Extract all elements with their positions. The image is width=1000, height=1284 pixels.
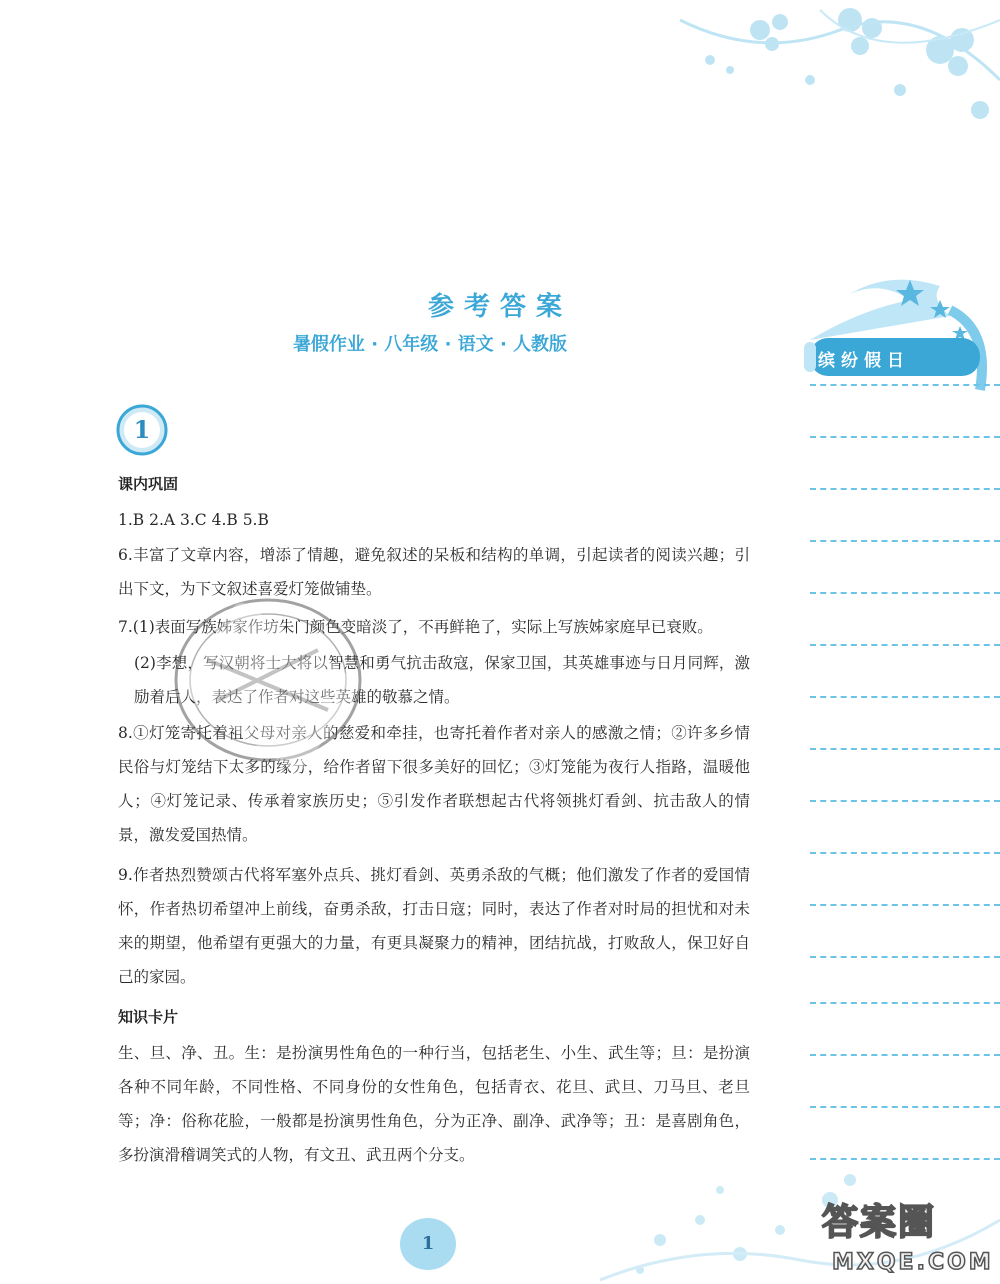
note-line (810, 384, 1000, 386)
note-line (810, 800, 1000, 802)
note-line (810, 1106, 1000, 1108)
watermark-logo: 答案圈 (822, 1202, 937, 1243)
section-number: 1 (133, 415, 151, 444)
answer-item-7-1: 7.(1)表面写族姊家作坊朱门颜色变暗淡了，不再鲜艳了，实际上写族姊家庭早已衰败。 (118, 618, 713, 636)
section-heading-knowledge-card: 知识卡片 (118, 1008, 179, 1026)
answers-multiple-choice: 1.B 2.A 3.C 4.B 5.B (118, 511, 269, 529)
note-line (810, 696, 1000, 698)
note-line (810, 904, 1000, 906)
answer-item-8: 8.①灯笼寄托着祖父母对亲人的慈爱和牵挂，也寄托着作者对亲人的感激之情；②许多乡情民俗与灯笼结下太多的缘分，给作者留下很多美好的回忆；③灯笼能为夜行人指路，温暖他人；④灯笼记录、传承着家族历史；⑤引发作者联想起古代将领挑灯看剑、抗击敌人的情景，激发爱国热情。 (118, 724, 750, 844)
watermark-url: MXQE.COM (832, 1250, 994, 1275)
answer-item-6: 6.丰富了文章内容，增添了情趣，避免叙述的呆板和结构的单调，引起读者的阅读兴趣；引出下文，为下文叙述喜爱灯笼做铺垫。 (118, 546, 750, 598)
knowledge-card-text: 生、旦、净、丑。生：是扮演男性角色的一种行当，包括老生、小生、武生等；旦：是扮演各种不同年龄，不同性格、不同身份的女性角色，包括青衣、花旦、武旦、刀马旦、老旦等；净：俗称花脸，一般都是扮演男性角色，分为正净、副净、武净等；丑：是喜剧角色，多扮演滑稽调笑式的人物，有文丑、武丑两个分支。 (118, 1044, 750, 1164)
note-line (810, 592, 1000, 594)
side-tab-label: 缤纷假日 (818, 351, 910, 371)
answer-item-9: 9.作者热烈赞颂古代将军塞外点兵、挑灯看剑、英勇杀敌的气概；他们激发了作者的爱国情怀，作者热切希望冲上前线，奋勇杀敌，打击日寇；同时，表达了作者对时局的担忧和对未来的期望，他希望有更强大的力量，有更具凝聚力的精神，团结抗战，打败敌人，保卫好自己的家园。 (118, 866, 750, 986)
section-heading-in-class: 课内巩固 (118, 475, 179, 493)
stamp-seal (168, 590, 368, 770)
note-line (810, 436, 1000, 438)
note-line (810, 748, 1000, 750)
floral-decoration-top (640, 0, 1000, 140)
note-line (810, 540, 1000, 542)
page-subtitle: 暑假作业 · 八年级 · 语文 · 人教版 (292, 334, 568, 355)
note-line (810, 852, 1000, 854)
side-tab-decoration (790, 270, 1000, 400)
note-line (810, 956, 1000, 958)
note-line (810, 1054, 1000, 1056)
note-line (810, 644, 1000, 646)
note-line (810, 488, 1000, 490)
answer-item-7-2: (2)李想，写汉朝将士大将以智慧和勇气抗击敌寇，保家卫国，其英雄事迹与日月同辉，激励着后人，表达了作者对这些英雄的敬慕之情。 (134, 654, 750, 706)
page-title: 参考答案 (427, 292, 572, 322)
page-number: 1 (421, 1233, 435, 1254)
note-line (810, 1002, 1000, 1004)
